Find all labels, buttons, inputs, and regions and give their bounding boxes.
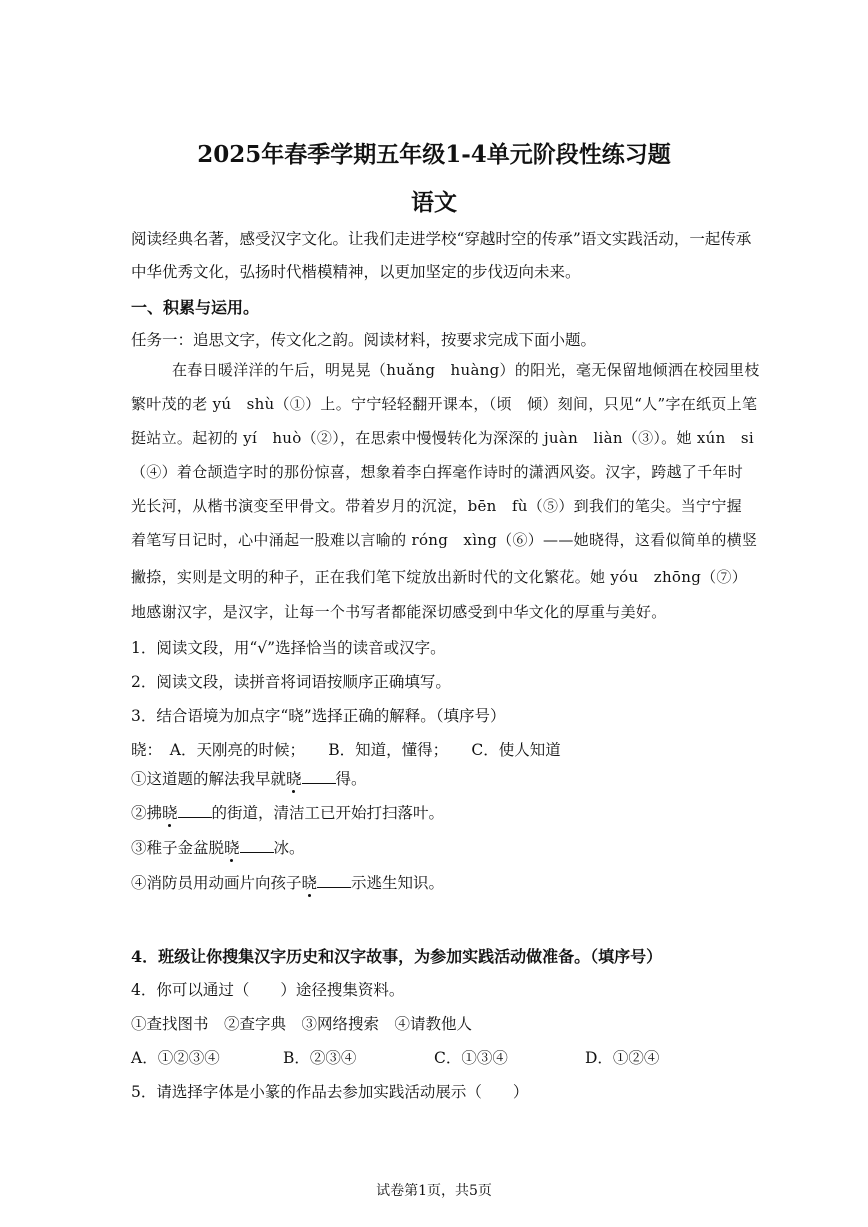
passage-line: 挺站立。起初的 yí huò（②），在思索中慢慢转化为深深的 juàn liàn（③）。她 xún si: [131, 429, 754, 447]
passage-line: 在春日暖洋洋的午后，明晃晃（huǎng huàng）的阳光，毫无保留地倾洒在校园里枝: [172, 361, 760, 379]
choice-b[interactable]: B．②③④: [283, 1049, 357, 1067]
choice-a[interactable]: A．①②③④: [131, 1049, 220, 1067]
emphasis-char: 晓: [224, 839, 240, 857]
question-3-options: 晓： A．天刚亮的时候； B．知道，懂得； C．使人知道: [131, 741, 561, 759]
item-text: 冰。: [273, 839, 305, 857]
intro-line-1: 阅读经典名著，感受汉字文化。让我们走进学校“穿越时空的传承”语文实践活动，一起传承: [131, 230, 752, 248]
emphasis-char: 晓: [286, 770, 302, 788]
item-text: 得。: [335, 770, 367, 788]
task-instruction: 任务一：追思文字，传文化之韵。阅读材料，按要求完成下面小题。: [131, 331, 597, 349]
question-3-item: [131, 801, 444, 823]
answer-blank[interactable]: [302, 769, 336, 784]
item-text: ④消防员用动画片向孩子: [131, 874, 302, 892]
question-4-heading: 4．班级让你搜集汉字历史和汉字故事，为参加实践活动做准备。（填序号）: [131, 947, 663, 966]
passage-line: 撇捺，实则是文明的种子，正在我们笔下绽放出新时代的文化繁花。她 yóu zhōng（⑦）: [131, 568, 747, 586]
answer-blank[interactable]: [317, 873, 351, 888]
item-text: 的街道，清洁工已开始打扫落叶。: [211, 804, 445, 822]
passage-line: 光长河，从楷书演变至甲骨文。带着岁月的沉淀，bēn fù（⑤）到我们的笔尖。当宁宁握: [131, 497, 742, 515]
passage-line: （④）着仓颉造字时的那份惊喜，想象着李白挥毫作诗时的潇洒风姿。汉字，跨越了千年时: [131, 463, 744, 481]
choice-d[interactable]: D．①②④: [585, 1049, 660, 1067]
question-3-item: [131, 767, 367, 789]
item-text: ③稚子金盆脱: [131, 839, 225, 857]
exam-title: 2025年春季学期五年级1-4单元阶段性练习题: [197, 141, 671, 168]
question-1: 1．阅读文段，用“√”选择恰当的读音或汉字。: [131, 639, 446, 657]
question-3-item: [131, 871, 444, 893]
choice-c[interactable]: C．①③④: [434, 1049, 508, 1067]
item-text: ②拂: [131, 804, 163, 822]
item-text: 示逃生知识。: [351, 874, 445, 892]
question-3: 3．结合语境为加点字“晓”选择正确的解释。（填序号）: [131, 707, 506, 725]
passage-line: 繁叶茂的老 yú shù（①）上。宁宁轻轻翻开课本，（顷 倾）刻间，只见“人”字在纸页上笔: [131, 395, 758, 413]
question-2: 2．阅读文段，读拼音将词语按顺序正确填写。: [131, 673, 451, 691]
page-footer: 试卷第1页，共5页: [376, 1183, 492, 1199]
subject-heading: 语文: [411, 189, 457, 216]
emphasis-char: 晓: [301, 874, 318, 892]
passage-line: 地感谢汉字，是汉字，让每一个书写者都能深切感受到中华文化的厚重与美好。: [131, 603, 667, 621]
answer-blank[interactable]: [240, 838, 274, 853]
question-3-item: [131, 836, 305, 858]
item-text: ①这道题的解法我早就: [131, 770, 287, 788]
question-5: 5．请选择字体是小篆的作品去参加实践活动展示（ ）: [131, 1083, 529, 1101]
intro-line-2: 中华优秀文化，弘扬时代楷模精神，以更加坚定的步伐迈向未来。: [131, 263, 581, 281]
passage-line: 着笔写日记时，心中涌起一股难以言喻的 róng xìng（⑥）——她晓得，这看似简单的横竖: [131, 531, 758, 549]
emphasis-char: 晓: [162, 804, 178, 822]
answer-blank[interactable]: [178, 803, 212, 818]
section-heading: 一、积累与运用。: [131, 298, 260, 317]
question-4-ways: ①查找图书 ②查字典 ③网络搜索 ④请教他人: [131, 1015, 473, 1033]
question-4-sub: 4．你可以通过（ ）途径搜集资料。: [131, 981, 405, 999]
